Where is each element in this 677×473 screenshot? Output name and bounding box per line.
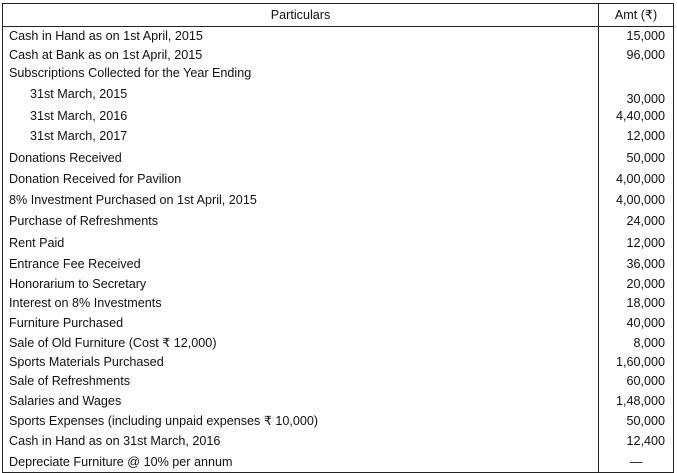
row-amount: 50,000	[599, 411, 674, 431]
table-row	[3, 190, 674, 211]
row-amount: 40,000	[599, 313, 674, 333]
row-particular: Sports Materials Purchased	[3, 353, 599, 372]
table-row	[3, 106, 674, 126]
row-particular: Sports Expenses (including unpaid expenses ₹ 10,000)	[3, 411, 599, 431]
amount-header: Amt (₹)	[599, 4, 674, 27]
row-particular: Donations Received	[3, 147, 599, 169]
row-particular: Subscriptions Collected for the Year Ending	[3, 64, 599, 82]
table-row	[3, 82, 674, 106]
row-amount: 96,000	[599, 46, 674, 64]
row-amount: 4,00,000	[599, 169, 674, 190]
table-row	[3, 294, 674, 313]
row-amount: 20,000	[599, 274, 674, 294]
table-row	[3, 333, 674, 353]
table-row	[3, 64, 674, 82]
row-particular: Interest on 8% Investments	[3, 294, 599, 313]
table-row	[3, 211, 674, 232]
row-particular: 31st March, 2015	[3, 82, 599, 106]
row-amount: 12,400	[599, 431, 674, 452]
row-amount: 1,48,000	[599, 391, 674, 411]
table-row	[3, 147, 674, 169]
row-particular: 31st March, 2017	[3, 126, 599, 147]
table-row	[3, 391, 674, 411]
particulars-table	[2, 3, 674, 473]
table-row	[3, 452, 674, 473]
row-particular: Entrance Fee Received	[3, 254, 599, 274]
row-amount: 36,000	[599, 254, 674, 274]
table-row	[3, 169, 674, 190]
row-particular: Honorarium to Secretary	[3, 274, 599, 294]
table-row	[3, 274, 674, 294]
row-particular: Depreciate Furniture @ 10% per annum	[3, 452, 599, 473]
table-row	[3, 232, 674, 254]
table-row	[3, 431, 674, 452]
row-amount: 60,000	[599, 372, 674, 391]
table-row	[3, 46, 674, 64]
row-amount: 1,60,000	[599, 353, 674, 372]
row-amount: 18,000	[599, 294, 674, 313]
row-particular: 8% Investment Purchased on 1st April, 2015	[3, 190, 599, 211]
row-amount: 4,00,000	[599, 190, 674, 211]
row-particular: Donation Received for Pavilion	[3, 169, 599, 190]
row-particular: Cash in Hand as on 31st March, 2016	[3, 431, 599, 452]
row-particular: Purchase of Refreshments	[3, 211, 599, 232]
row-amount: 12,000	[599, 232, 674, 254]
row-amount: 30,000	[599, 82, 674, 106]
row-particular: Sale of Old Furniture (Cost ₹ 12,000)	[3, 333, 599, 353]
row-amount: 15,000	[599, 27, 674, 46]
table-row	[3, 372, 674, 391]
row-amount: 4,40,000	[599, 106, 674, 126]
row-particular: Rent Paid	[3, 232, 599, 254]
table-row	[3, 254, 674, 274]
row-particular: Salaries and Wages	[3, 391, 599, 411]
row-amount: —	[599, 452, 674, 473]
particulars-header: Particulars	[3, 4, 599, 27]
row-amount: 12,000	[599, 126, 674, 147]
row-amount: 24,000	[599, 211, 674, 232]
row-particular: 31st March, 2016	[3, 106, 599, 126]
row-amount: 8,000	[599, 333, 674, 353]
row-particular: Cash in Hand as on 1st April, 2015	[3, 27, 599, 46]
row-particular: Furniture Purchased	[3, 313, 599, 333]
row-amount: 50,000	[599, 147, 674, 169]
table-row	[3, 126, 674, 147]
table-row	[3, 411, 674, 431]
row-amount	[599, 64, 674, 82]
row-particular: Cash at Bank as on 1st April, 2015	[3, 46, 599, 64]
table-header-row	[3, 4, 674, 27]
table-row	[3, 27, 674, 46]
table-row	[3, 313, 674, 333]
table-row	[3, 353, 674, 372]
row-particular: Sale of Refreshments	[3, 372, 599, 391]
